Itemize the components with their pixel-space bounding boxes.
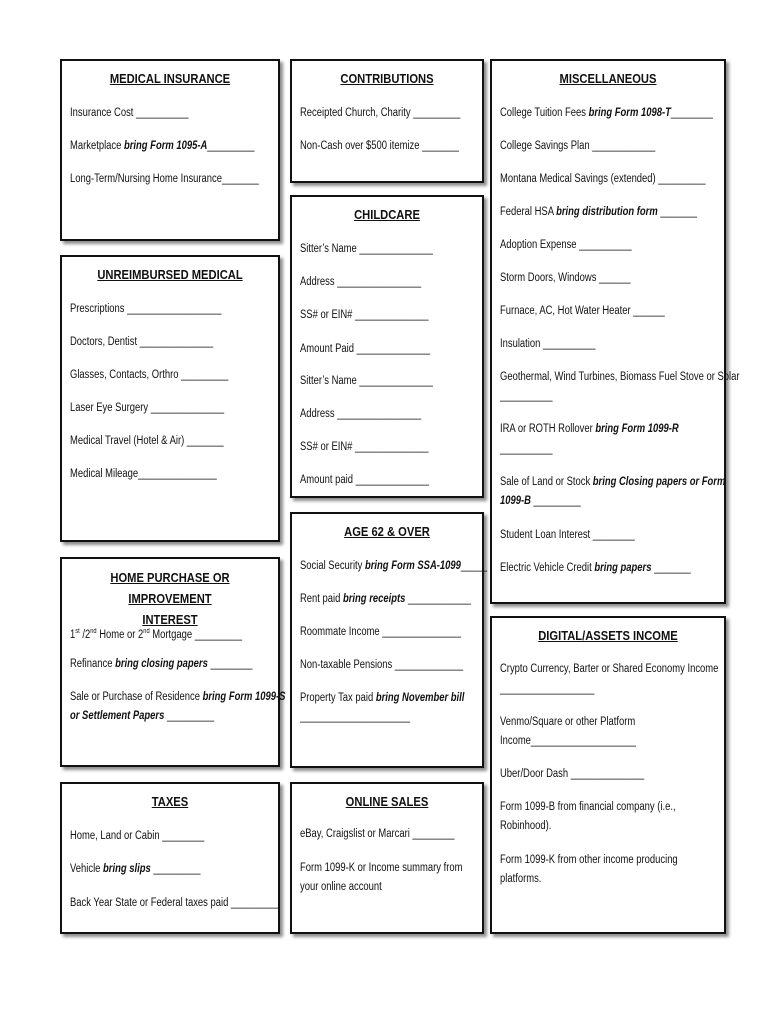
federal-hsa-field[interactable] — [500, 204, 698, 221]
venmo-square-blank[interactable]: Income____________________ — [500, 735, 636, 747]
ordinal: nd — [90, 628, 97, 635]
amount-paid-field[interactable]: Amount Paid ______________ — [300, 343, 431, 355]
section-title: ONLINE SALES — [345, 794, 429, 809]
field-label: Rent paid — [300, 593, 343, 605]
contributions-section — [290, 59, 484, 183]
crypto-currency-field[interactable]: Crypto Currency, Barter or Shared Economy Income — [500, 663, 719, 675]
section-title: UNREIMBURSED MEDICAL — [97, 267, 243, 282]
medical-travel-field[interactable]: Medical Travel (Hotel & Air) _______ — [70, 435, 224, 447]
miscellaneous-section — [490, 59, 740, 604]
college-savings-field[interactable]: College Savings Plan ____________ — [500, 140, 656, 152]
field-text: Home or 2 — [96, 628, 144, 641]
amount-paid-field[interactable]: Amount paid ______________ — [300, 474, 429, 486]
student-loan-field[interactable]: Student Loan Interest ________ — [500, 529, 635, 541]
sale-land-stock-field[interactable] — [500, 474, 726, 491]
age-62-section — [290, 512, 488, 768]
prescriptions-field[interactable]: Prescriptions __________________ — [70, 303, 222, 315]
field-blank: ____________ — [405, 593, 471, 605]
home-land-cabin-field[interactable]: Home, Land or Cabin ________ — [70, 830, 205, 842]
ira-rollover-field[interactable] — [500, 421, 680, 438]
refinance-field[interactable] — [70, 656, 253, 673]
crypto-currency-blank[interactable]: __________________ — [500, 683, 595, 695]
geothermal-field[interactable]: Geothermal, Wind Turbines, Biomass Fuel Stove or Solar — [500, 371, 740, 383]
medical-insurance-section — [60, 59, 280, 241]
section-title: TAXES — [151, 794, 189, 809]
field-instruction: bring receipts — [342, 593, 406, 605]
online-sales-section — [290, 782, 484, 934]
field-label: Marketplace — [70, 140, 124, 152]
laser-eye-surgery-field[interactable]: Laser Eye Surgery ______________ — [70, 402, 225, 414]
insulation-field[interactable]: Insulation __________ — [500, 338, 596, 350]
long-term-insurance-field[interactable]: Long-Term/Nursing Home Insurance_______ — [70, 173, 259, 185]
field-label: Sale or Purchase of Residence — [70, 691, 203, 703]
unreimbursed-medical-section — [60, 255, 280, 542]
field-blank: _______ — [657, 206, 698, 218]
address-field[interactable]: Address ________________ — [300, 276, 422, 288]
field-label: Refinance — [70, 658, 116, 670]
geothermal-blank[interactable]: __________ — [500, 390, 553, 402]
sitter-name-field[interactable]: Sitter’s Name ______________ — [300, 375, 433, 387]
field-instruction: bring Form 1099-R — [595, 423, 679, 435]
adoption-expense-field[interactable]: Adoption Expense __________ — [500, 239, 632, 251]
field-blank: _______ — [651, 562, 691, 574]
field-label: Vehicle — [70, 863, 104, 875]
medical-mileage-field[interactable]: Medical Mileage_______________ — [70, 468, 217, 480]
ebay-craigslist-field[interactable]: eBay, Craigslist or Marcari ________ — [300, 828, 455, 840]
field-instruction: bring November bill — [375, 692, 465, 704]
field-instruction: bring distribution form — [556, 206, 658, 218]
social-security-field[interactable] — [300, 558, 488, 575]
glasses-contacts-field[interactable]: Glasses, Contacts, Orthro _________ — [70, 369, 229, 381]
ordinal: nd — [143, 628, 150, 635]
field-instruction: or Settlement Papers — [70, 710, 165, 722]
electric-vehicle-field[interactable] — [500, 560, 691, 577]
section-title: DIGITAL/ASSETS INCOME — [538, 628, 678, 643]
digital-assets-section — [490, 616, 726, 934]
ira-rollover-blank[interactable]: __________ — [500, 443, 553, 455]
section-title: MEDICAL INSURANCE — [109, 71, 231, 86]
section-title — [84, 567, 256, 630]
non-cash-field[interactable]: Non-Cash over $500 itemize _______ — [300, 140, 459, 152]
field-blank: _____ — [460, 560, 488, 572]
ss-ein-field[interactable]: SS# or EIN# ______________ — [300, 441, 429, 453]
section-title: MISCELLANEOUS — [559, 71, 657, 86]
receipted-church-field[interactable]: Receipted Church, Charity _________ — [300, 107, 461, 119]
sale-purchase-residence-field[interactable] — [70, 689, 286, 706]
sale-land-stock-blank[interactable] — [500, 493, 680, 510]
childcare-section — [290, 195, 484, 498]
field-blank: ________ — [207, 658, 253, 670]
form-1099k-note: Form 1099-K from other income producing — [500, 854, 678, 866]
field-text: 1 — [70, 628, 76, 641]
settlement-papers-line — [70, 708, 237, 725]
field-label: Electric Vehicle Credit — [500, 562, 595, 574]
ordinal: st — [75, 628, 80, 635]
home-purchase-section — [60, 557, 286, 767]
marketplace-field[interactable] — [70, 138, 255, 155]
field-label: College Tuition Fees — [500, 107, 589, 119]
field-blank: _________ — [207, 140, 255, 152]
field-text: /2 — [79, 628, 91, 641]
form-1099b-note: Robinhood). — [500, 820, 552, 832]
field-instruction: 1099-B — [500, 495, 531, 507]
field-instruction: bring closing papers — [115, 658, 208, 670]
venmo-square-field[interactable]: Venmo/Square or other Platform — [500, 716, 636, 728]
field-blank: _________ — [530, 495, 581, 507]
sitter-name-field[interactable]: Sitter’s Name ______________ — [300, 243, 433, 255]
college-tuition-field[interactable] — [500, 105, 713, 122]
field-instruction: bring slips — [103, 863, 151, 875]
vehicle-field[interactable] — [70, 861, 237, 878]
field-instruction: bring Form SSA-1099 — [364, 560, 461, 572]
field-text: Mortgage _________ — [149, 628, 242, 641]
field-instruction: bring Closing papers or Form — [592, 476, 726, 488]
non-taxable-pensions-field[interactable]: Non-taxable Pensions _____________ — [300, 659, 464, 671]
field-instruction: bring Form 1095-A — [123, 140, 208, 152]
field-label: Sale of Land or Stock — [500, 476, 593, 488]
field-blank: _________ — [150, 863, 201, 875]
storm-doors-field[interactable]: Storm Doors, Windows ______ — [500, 272, 631, 284]
form-1099k-note: Form 1099-K or Income summary from — [300, 862, 463, 874]
field-instruction: bring Form 1099-S — [202, 691, 286, 703]
section-title: CHILDCARE — [354, 207, 420, 222]
roommate-income-field[interactable]: Roommate Income _______________ — [300, 626, 461, 638]
field-label: Federal HSA — [500, 206, 557, 218]
ss-ein-field[interactable]: SS# or EIN# ______________ — [300, 309, 429, 321]
montana-medical-savings-field[interactable]: Montana Medical Savings (extended) _________ — [500, 173, 706, 185]
field-label: IRA or ROTH Rollover — [500, 423, 596, 435]
address-field[interactable]: Address ________________ — [300, 408, 422, 420]
uber-door-dash-field[interactable]: Uber/Door Dash ______________ — [500, 768, 645, 780]
field-blank: ________ — [670, 107, 713, 119]
doctors-dentist-field[interactable]: Doctors, Dentist ______________ — [70, 336, 214, 348]
insurance-cost-field[interactable]: Insurance Cost __________ — [70, 107, 189, 119]
property-tax-field[interactable] — [300, 690, 465, 707]
property-tax-blank[interactable]: _____________________ — [300, 711, 411, 723]
rent-paid-field[interactable] — [300, 591, 471, 608]
taxes-section — [60, 782, 280, 934]
section-title: CONTRIBUTIONS — [340, 71, 434, 86]
form-1099k-note: your online account — [300, 881, 382, 893]
back-year-taxes-field[interactable]: Back Year State or Federal taxes paid _________ — [70, 897, 279, 909]
field-label: Social Security — [300, 560, 365, 572]
mortgage-field[interactable] — [70, 623, 242, 644]
form-1099b-note: Form 1099-B from financial company (i.e., — [500, 801, 676, 813]
title-line: HOME PURCHASE OR IMPROVEMENT — [110, 570, 230, 606]
section-title: AGE 62 & OVER — [344, 524, 430, 539]
field-instruction: bring papers — [594, 562, 652, 574]
field-label: Property Tax paid — [300, 692, 376, 704]
field-blank: _________ — [164, 710, 215, 722]
furnace-field[interactable]: Furnace, AC, Hot Water Heater ______ — [500, 305, 665, 317]
form-1099k-note: platforms. — [500, 873, 542, 885]
field-instruction: bring Form 1098-T — [588, 107, 671, 119]
title-line: INTEREST — [142, 612, 198, 627]
